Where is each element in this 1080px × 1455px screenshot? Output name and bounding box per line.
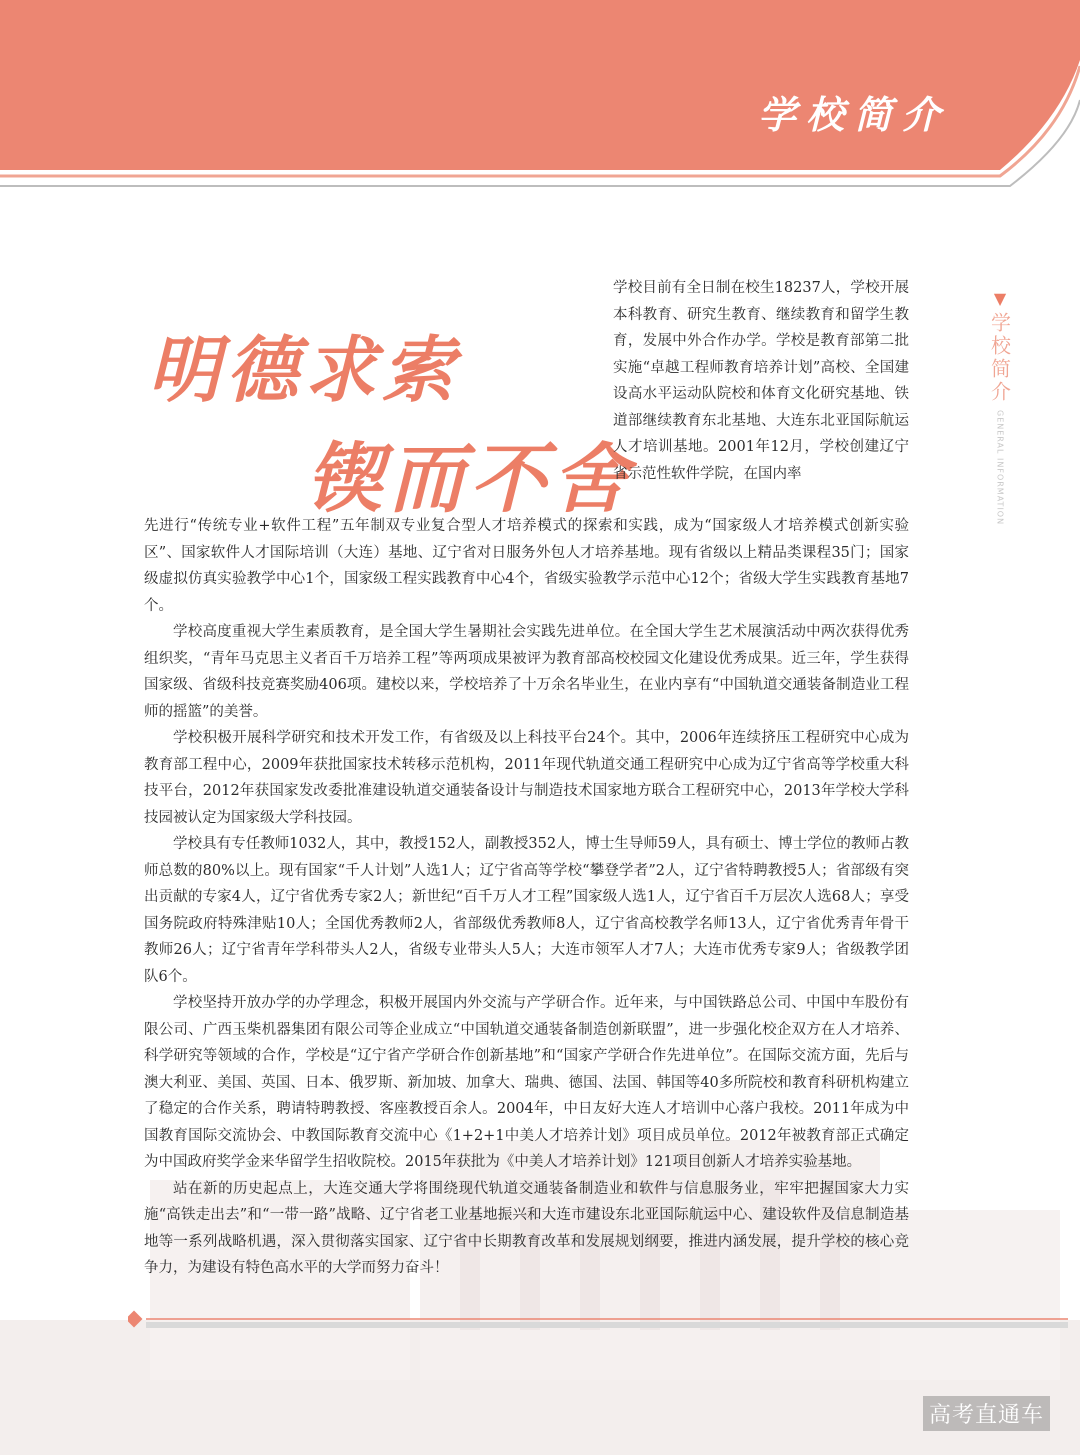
body-text (144, 513, 909, 1282)
paragraph: 先进行“传统专业+软件工程”五年制双专业复合型人才培养模式的探索和实践，成为“国家级人才培养模式创新实验区”、国家软件人才国际培训（大连）基地、辽宁省对日服务外包人才培养基地。现有省级以上精品类课程35门；国家级虚拟仿真实验教学中心1个，国家级工程实践教育中心4个，省级实验教学示范中心12个；省级大学生实践教育基地7个。 (144, 518, 909, 614)
slogan-line-1: 明德求索 (148, 327, 461, 412)
side-label-chinese: 学校简介 (987, 312, 1012, 404)
slogan-line-2: 锲而不舍 (306, 434, 634, 523)
side-label (987, 290, 1013, 525)
side-label-english: GENERAL INFORMATION (995, 410, 1005, 526)
footer-divider (128, 1305, 1068, 1335)
paragraph: 学校高度重视大学生素质教育，是全国大学生暑期社会实践先进单位。在全国大学生艺术展演活动中两次获得优秀组织奖，“青年马克思主义者百千万培养工程”等两项成果被评为教育部高校校园文化建设优秀成果。近三年，学生获得国家级、省级科技竞赛奖励406项。建校以来，学校培养了十万余名毕业生，在业内享有“中国轨道交通装备制造业工程师的摇篮”的美誉。 (144, 624, 909, 720)
intro-paragraph: 学校目前有全日制在校生18237人，学校开展本科教育、研究生教育、继续教育和留学生教育，发展中外合作办学。学校是教育部第二批实施“卓越工程师教育培养计划”高校、全国建设高水平运动队院校和体育文化研究基地、铁道部继续教育东北基地、大连东北亚国际航运人才培训基地。2001年12月，学校创建辽宁省示范性软件学院，在国内率 (613, 280, 909, 482)
paragraph: 学校积极开展科学研究和技术开发工作，有省级及以上科技平台24个。其中，2006年连续挤压工程研究中心成为教育部工程中心，2009年获批国家技术转移示范机构，2011年现代轨道交通工程研究中心成为辽宁省高等学校重大科技平台，2012年获国家发改委批准建设轨道交通装备设计与制造技术国家地方联合工程研究中心，2013年学校大学科技园被认定为国家级大学科技园。 (144, 730, 909, 826)
header-title: 学校简介 (757, 93, 950, 137)
paragraph: 站在新的历史起点上，大连交通大学将围绕现代轨道交通装备制造业和软件与信息服务业，牢牢把握国家大力实施“高铁走出去”和“一带一路”战略、辽宁省老工业基地振兴和大连市建设东北亚国际航运中心、建设软件及信息制造基地等一系列战略机遇，深入贯彻落实国家、辽宁省中长期教育改革和发展规划纲要，推进内涵发展，提升学校的核心竞争力，为建设有特色高水平的大学而努力奋斗！ (144, 1180, 909, 1276)
triangle-down-icon: ▼ (993, 289, 1007, 308)
paragraph: 学校具有专任教师1032人，其中，教授152人，副教授352人，博士生导师59人，具有硕士、博士学位的教师占教师总数的80%以上。现有国家“千人计划”人选1人；辽宁省高等学校“攀登学者”2人，辽宁省特聘教授5人；省部级有突出贡献的专家4人，辽宁省优秀专家2人；新世纪“百千万人才工程”国家级人选1人，辽宁省百千万层次人选68人；享受国务院政府特殊津贴10人；全国优秀教师2人，省部级优秀教师8人，辽宁省高校教学名师13人，辽宁省优秀青年骨干教师26人；辽宁省青年学科带头人2人，省级专业带头人5人；大连市领军人才7人；大连市优秀专家9人；省级教学团队6个。 (144, 836, 909, 985)
paragraph: 学校坚持开放办学的办学理念，积极开展国内外交流与产学研合作。近年来，与中国铁路总公司、中国中车股份有限公司、广西玉柴机器集团有限公司等企业成立“中国轨道交通装备制造创新联盟”，进一步强化校企双方在人才培养、科学研究等领域的合作，学校是“辽宁省产学研合作创新基地”和“国家产学研合作先进单位”。在国际交流方面，先后与澳大利亚、美国、英国、日本、俄罗斯、新加坡、加拿大、瑞典、德国、法国、韩国等40多所院校和教育科研机构建立了稳定的合作关系，聘请特聘教授、客座教授百余人。2004年，中日友好大连人才培训中心落户我校。2011年成为中国教育国际交流协会、中教国际教育交流中心《1+2+1中美人才培养计划》项目成员单位。2012年被教育部正式确定为中国政府奖学金来华留学生招收院校。2015年获批为《中美人才培养计划》121项目创新人才培养实验基地。 (144, 995, 909, 1170)
watermark: 高考直通车 (923, 1396, 1050, 1431)
